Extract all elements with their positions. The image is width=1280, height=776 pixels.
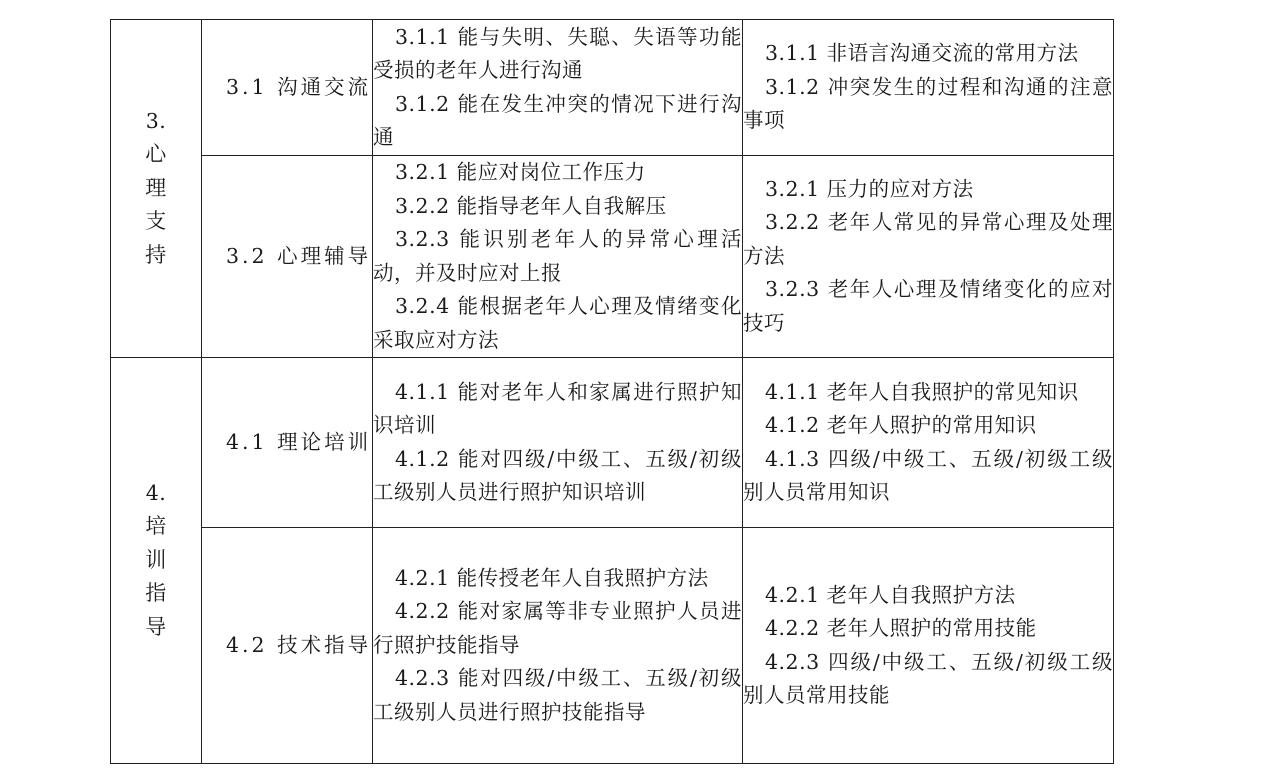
work-unit-cell (202, 528, 373, 764)
knowledge-item: 3.1.2 冲突发生的过程和沟通的注意事项 (743, 74, 1113, 133)
table-row (111, 20, 1114, 156)
knowledge-item: 4.2.3 四级/中级工、五级/初级工级别人员常用技能 (743, 649, 1113, 707)
knowledge-item: 3.1.1 非语言沟通交流的常用方法 (765, 41, 1079, 66)
skill-requirements-cell (373, 358, 743, 528)
skill-item: 3.1.1 能与失明、失聪、失语等功能受损的老年人进行沟通 (373, 24, 742, 82)
knowledge-item: 4.1.1 老年人自我照护的常见知识 (765, 379, 1079, 404)
skill-item: 4.1.1 能对老年人和家属进行照护知识培训 (373, 379, 742, 437)
work-unit-title: 3.1 沟通交流 (226, 74, 372, 99)
work-unit-title: 3.2 心理辅导 (226, 243, 372, 268)
knowledge-item: 3.2.1 压力的应对方法 (765, 176, 974, 201)
function-char: 心 (145, 142, 167, 167)
skill-item: 4.1.2 能对四级/中级工、五级/初级工级别人员进行照护知识培训 (373, 446, 742, 504)
knowledge-requirements-cell (743, 20, 1114, 156)
skill-item: 4.2.1 能传授老年人自我照护方法 (395, 565, 709, 590)
skill-requirements-cell (373, 528, 743, 764)
function-char: 支 (145, 209, 167, 234)
skill-item: 3.2.2 能指导老年人自我解压 (395, 193, 667, 218)
skill-item: 3.2.3 能识别老年人的异常心理活动，并及时应对上报 (373, 227, 742, 285)
function-char: 培 (145, 514, 167, 539)
function-cell-psychological-support (111, 20, 202, 358)
work-unit-cell (202, 156, 373, 358)
knowledge-item: 4.2.1 老年人自我照护方法 (765, 582, 1016, 607)
skill-item: 4.2.3 能对四级/中级工、五级/初级工级别人员进行照护技能指导 (373, 666, 742, 724)
function-number: 4. (145, 480, 167, 505)
table-row (111, 156, 1114, 358)
knowledge-item: 3.2.2 老年人常见的异常心理及处理方法 (743, 210, 1113, 268)
function-char: 指 (145, 581, 167, 606)
skill-requirements-cell (373, 20, 743, 156)
function-char: 理 (145, 175, 167, 200)
function-char: 导 (145, 614, 167, 639)
function-char: 持 (145, 242, 167, 267)
knowledge-item: 4.2.2 老年人照护的常用技能 (765, 616, 1037, 640)
skill-requirements-cell (373, 156, 743, 358)
knowledge-requirements-cell (743, 156, 1114, 358)
knowledge-item: 3.2.3 老年人心理及情绪变化的应对技巧 (743, 277, 1113, 335)
function-number: 3. (145, 108, 167, 133)
occupational-standard-table (110, 19, 1114, 764)
knowledge-item: 4.1.2 老年人照护的常用知识 (765, 413, 1037, 437)
work-unit-title: 4.2 技术指导 (226, 632, 372, 657)
work-unit-cell (202, 20, 373, 156)
skill-item: 3.2.4 能根据老年人心理及情绪变化采取应对方法 (373, 294, 742, 352)
function-char: 训 (145, 547, 167, 572)
knowledge-item: 4.1.3 四级/中级工、五级/初级工级别人员常用知识 (743, 446, 1113, 504)
knowledge-requirements-cell (743, 528, 1114, 764)
table-row (111, 528, 1114, 764)
skill-item: 3.1.2 能在发生冲突的情况下进行沟通 (373, 91, 742, 149)
work-unit-title: 4.1 理论培训 (226, 429, 372, 454)
skill-item: 3.2.1 能应对岗位工作压力 (395, 160, 646, 184)
knowledge-requirements-cell (743, 358, 1114, 528)
skill-item: 4.2.2 能对家属等非专业照护人员进行照护技能指导 (373, 599, 742, 657)
table-row (111, 358, 1114, 528)
function-cell-training-guidance (111, 358, 202, 764)
work-unit-cell (202, 358, 373, 528)
